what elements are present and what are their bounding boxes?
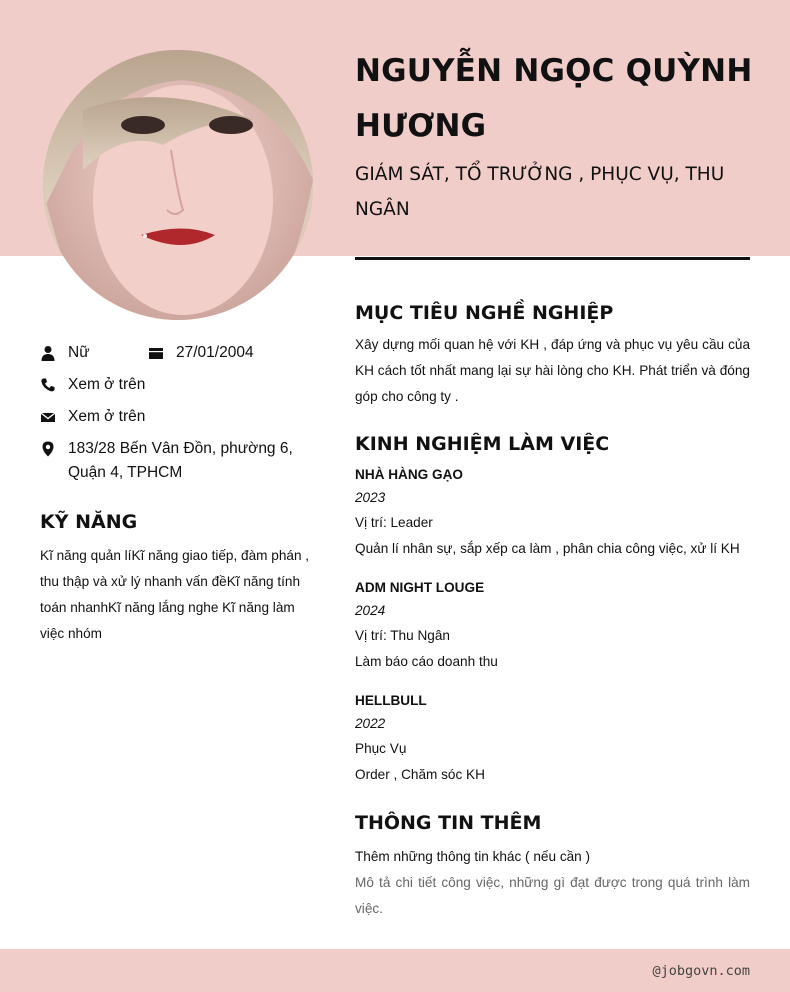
job-position: Vị trí: Thu Ngân [355,628,450,643]
job-position: Phục Vụ [355,741,407,756]
additional-description: Mô tả chi tiết công việc, những gì đạt được trong quá trình làm việc. [355,875,750,916]
header-divider [355,257,750,260]
objective-heading: MỤC TIÊU NGHỀ NGHIỆP [355,302,614,324]
address-value: 183/28 Bến Vân Đồn, phường 6, Quận 4, TPHCM [68,440,293,481]
job-company: NHÀ HÀNG GẠO [355,467,463,482]
footer-band [0,949,790,992]
job-position: Vị trí: Leader [355,515,433,530]
phone-value: Xem ở trên [68,376,146,393]
skills-text: Kĩ năng quản líKĩ năng giao tiếp, đàm phán , thu thập và xử lý nhanh vấn đềKĩ năng tính toán nhanhKĩ năng lắng nghe Kĩ năng làm việc nhóm [40,548,310,641]
address-row [40,437,310,485]
candidate-name: NGUYỄN NGỌC QUỲNH HƯƠNG [355,53,753,144]
birthdate-value: 27/01/2004 [176,344,254,361]
footer-brand: @jobgovn.com [652,963,750,979]
gender-value: Nữ [68,344,90,361]
job-year: 2023 [355,490,386,505]
birthdate-row [148,341,254,365]
calendar-icon [148,345,164,361]
person-icon [40,345,56,361]
email-value: Xem ở trên [68,408,146,425]
additional-heading: THÔNG TIN THÊM [355,812,542,834]
skills-heading: KỸ NĂNG [40,511,138,533]
job-description: Làm báo cáo doanh thu [355,654,498,669]
job-year: 2024 [355,603,386,618]
job-description: Quản lí nhân sự, sắp xếp ca làm , phân chia công việc, xử lí KH [355,541,740,556]
phone-row [40,373,145,397]
experience-heading: KINH NGHIỆM LÀM VIỆC [355,433,610,455]
gender-row [40,341,90,365]
email-icon [40,409,56,425]
phone-icon [40,377,56,393]
job-company: HELLBULL [355,693,427,708]
job-description: Order , Chăm sóc KH [355,767,485,782]
email-row [40,405,145,429]
location-pin-icon [40,441,56,457]
job-company: ADM NIGHT LOUGE [355,580,485,595]
objective-text: Xây dựng mối quan hệ với KH , đáp ứng và phục vụ yêu cầu của KH cách tốt nhất mang lại sự hài lòng cho KH. Phát triển và đóng góp cho công ty . [355,337,750,404]
job-title: GIÁM SÁT, TỔ TRƯỞNG , PHỤC VỤ, THU NGÂN [355,164,725,220]
additional-line: Thêm những thông tin khác ( nếu cần ) [355,849,591,864]
profile-photo [43,50,313,320]
job-year: 2022 [355,716,386,731]
